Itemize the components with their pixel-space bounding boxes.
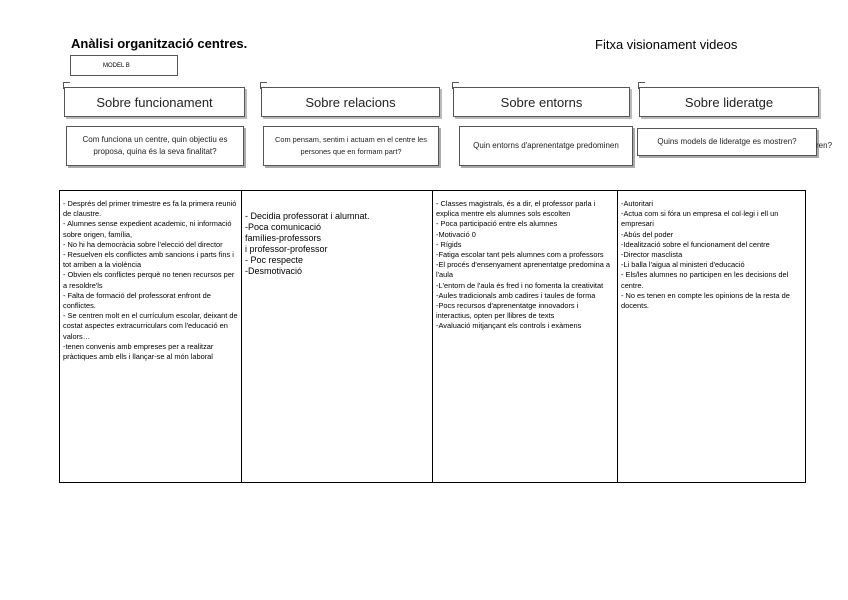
model-label: MODEL B (103, 62, 130, 69)
model-label-box (70, 55, 178, 76)
page-subtitle: Fitxa visionament videos (595, 37, 738, 52)
question-lideratge-overflow: ren? (816, 141, 833, 150)
notes-relacions: - Decidia professorat i alumnat. -Poca comunicació famílies-professors i professor-professor - Poc respecte -Desmotivació (242, 191, 433, 482)
question-relacions: Com pensam, sentim i actuam en el centre les persones que en formam part? (263, 126, 439, 166)
column-header-relacions: Sobre relacions (261, 87, 440, 117)
notes-lideratge: -Autoritari -Actua com si fóra un empresa el col·legi i ell un empresari -Abús del poder -Idealització sobre el funcionament del centre -Director masclista -Li balla l'aigua al ministeri d'educació - Els/les alumnes no participen en les decisions del centre. - No es tenen en compte les opinions de la resta de docents. (621, 199, 790, 311)
page-title: Anàlisi organització centres. (71, 36, 248, 51)
column-header-entorns: Sobre entorns (453, 87, 630, 117)
notes-entorns: - Classes magistrals, és a dir, el professor parla i explica mentre els alumnes sols escolten - Poca participació entre els alumnes -Motivació 0 - Rígids -Fatiga escolar tant pels alumnes com a professors -El procés d'ensenyament aprenentatge predomina a l'aula -L'entorn de l'aula és fred i no fomenta la creativitat -Aules tradicionals amb cadires i taules de forma -Pocs recursos d'aprenentatge innovadors i interactius, opten per llibres de texts -Avaluació mitjançant els controls i exàmens (433, 191, 618, 482)
question-lideratge: Quins models de lideratge es mostren? (637, 128, 817, 156)
column-header-funcionament: Sobre funcionament (64, 87, 245, 117)
column-header-lideratge: Sobre lideratge (639, 87, 819, 117)
question-funcionament: Com funciona un centre, quin objectiu es proposa, quina és la seva finalitat? (66, 126, 244, 166)
question-entorns: Quin entorns d'aprenentatge predominen (459, 126, 633, 166)
notes-table (59, 190, 806, 483)
notes-funcionament: - Després del primer trimestre es fa la primera reunió de claustre. - Alumnes sense expedient academic, ni informació sobre origen, família, - No hi ha democràcia sobre l'elecció del director - Resuelven els conflictes amb sancions i parts fins i tot arriben a la violència - Obvien els conflictes perquè no tenen recursos per a resoldre'ls - Falta de formació del professorat enfront de conflictes. - Se centren molt en el currículum escolar, deixant de costat aspectes extracurriculars com l'educació en valors… -tenen convenis amb empreses per a realitzar pràctiques amb ells i llançar-se al món laboral (60, 191, 242, 482)
